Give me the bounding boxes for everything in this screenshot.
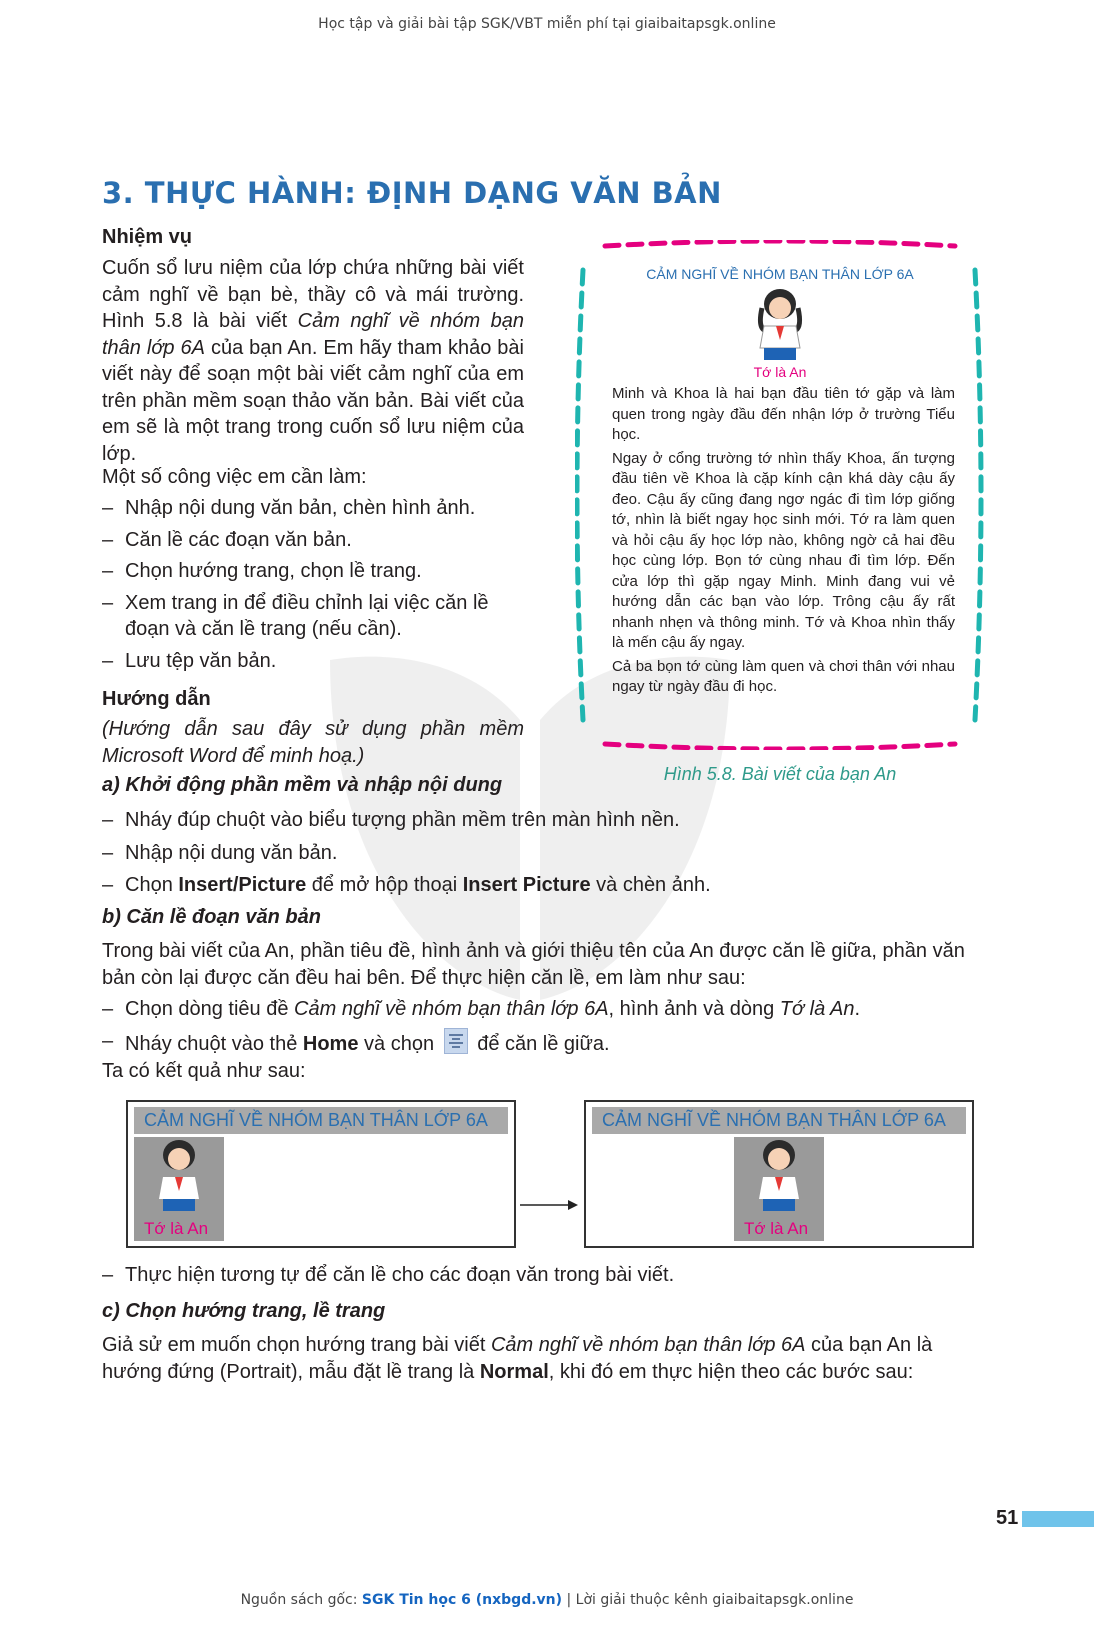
part-a-list [102, 807, 982, 899]
bold-span: Home [302, 1032, 359, 1055]
text-span: và chọn [358, 1032, 435, 1055]
text-span: , hình ảnh và dòng [608, 998, 780, 1020]
list-item: – Lưu tệp văn bản. [102, 649, 277, 672]
list-item-text: Lưu tệp văn bản. [125, 649, 277, 672]
task-intro: Một số công việc em cần làm: [102, 466, 367, 488]
part-b-heading: b) Căn lề đoạn văn bản [102, 906, 321, 928]
italic-span: Cảm nghĩ về nhóm bạn thân lớp 6A [490, 1334, 806, 1356]
text-span: Giả sử em muốn chọn hướng trang bài viết [102, 1334, 491, 1356]
list-item: – Thực hiện tương tự để căn lề cho các đoạn văn trong bài viết. [102, 1264, 675, 1286]
after-label: Tớ là An [744, 1219, 809, 1238]
list-item: – Xem trang in để điều chỉnh lại việc căn lề đoạn và căn lề trang (nếu cần). [102, 591, 489, 640]
guide-heading: Hướng dẫn [102, 688, 211, 710]
task-para-italic: Cảm nghĩ về nhóm bạn thân lớp 6A [102, 310, 524, 359]
text-span: để căn lề giữa. [477, 1032, 610, 1055]
page-number: 51 [996, 1507, 1019, 1529]
footer-text: Nguồn sách gốc: [240, 1592, 362, 1608]
list-item-text: Căn lề các đoạn văn bản. [125, 528, 352, 551]
girl-illustration [749, 1137, 809, 1213]
before-frame-title: CẢM NGHĨ VỀ NHÓM BẠN THÂN LỚP 6A [134, 1107, 508, 1134]
task-paragraph [102, 255, 524, 467]
task-heading: Nhiệm vụ [102, 226, 193, 248]
part-b-after-list [102, 1262, 990, 1289]
after-frame [584, 1100, 974, 1248]
list-item-text: Nháy đúp chuột vào biểu tượng phần mềm trên màn hình nền. [125, 809, 680, 831]
part-c-heading: c) Chọn hướng trang, lề trang [102, 1300, 386, 1322]
align-center-icon [444, 1028, 468, 1054]
footer-source-link[interactable]: SGK Tin học 6 (nxbgd.vn) [361, 1592, 563, 1608]
bold-span: Insert Picture [462, 874, 591, 896]
text-span: , khi đó em thực hiện theo các bước sau: [548, 1360, 914, 1383]
bold-span: Insert/Picture [178, 874, 307, 896]
header-note: Học tập và giải bài tập SGK/VBT miễn phí tại giaibaitapsgk.online [318, 16, 776, 32]
list-item-text: Thực hiện tương tự để căn lề cho các đoạn văn trong bài viết. [125, 1264, 675, 1286]
part-b-paragraph: Trong bài viết của An, phần tiêu đề, hình ảnh và giới thiệu tên của An được căn lề giữa, phần văn bản còn lại được căn đều hai bên. Để thực hiện căn lề, em làm như sau: [102, 940, 965, 989]
footer-note [0, 1592, 1094, 1608]
part-c-paragraph [102, 1332, 990, 1385]
list-item: – Căn lề các đoạn văn bản. [102, 528, 352, 551]
task-list [102, 495, 524, 674]
list-item: – Nhập nội dung văn bản. [102, 841, 338, 864]
before-label: Tớ là An [144, 1219, 209, 1238]
list-item: – Nháy đúp chuột vào biểu tượng phần mềm trên màn hình nền. [102, 809, 680, 831]
part-b-list [102, 996, 990, 1057]
list-item: – Chọn Insert/Picture để mở hộp thoại Insert Picture và chèn ảnh. [102, 874, 711, 896]
text-span: và chèn ảnh. [590, 874, 711, 896]
footer-text: | Lời giải thuộc kênh giaibaitapsgk.online [562, 1592, 854, 1608]
after-frame-title: CẢM NGHĨ VỀ NHÓM BẠN THÂN LỚP 6A [592, 1107, 966, 1134]
section-title: 3. THỰC HÀNH: ĐỊNH DẠNG VĂN BẢN [102, 176, 722, 210]
list-item: – Chọn hướng trang, chọn lề trang. [102, 560, 422, 582]
girl-illustration [149, 1137, 209, 1213]
before-image [134, 1137, 224, 1241]
after-image [734, 1137, 824, 1241]
list-item: – Nhập nội dung văn bản, chèn hình ảnh. [102, 497, 476, 519]
list-item: – Chọn dòng tiêu đề Cảm nghĩ về nhóm bạn thân lớp 6A, hình ảnh và dòng Tớ là An. [102, 998, 861, 1020]
list-item-text: Chọn hướng trang, chọn lề trang. [125, 560, 422, 582]
figure-paragraph: Cả ba bọn tớ cùng làm quen và chơi thân với nhau ngay từ ngày đầu đi học. [612, 657, 955, 695]
bold-span: Normal [479, 1360, 549, 1383]
text-span: . [854, 998, 861, 1020]
page-number-bar [1022, 1511, 1094, 1527]
figure-title: CẢM NGHĨ VỀ NHÓM BẠN THÂN LỚP 6A [646, 266, 914, 282]
part-a-heading: a) Khởi động phần mềm và nhập nội dung [102, 774, 503, 796]
text-span: Nháy chuột vào thẻ [125, 1032, 303, 1055]
text-span: Chọn dòng tiêu đề [125, 998, 295, 1020]
result-intro: Ta có kết quả như sau: [102, 1060, 306, 1082]
task-para-text: Cuốn sổ lưu niệm của lớp chứa những bài viết cảm nghĩ về bạn bè, thầy cô và mái trường. Hình 5.8 là bài viết [102, 257, 524, 332]
figure-paragraph: Ngay ở cổng trường tớ nhìn thấy Khoa, ấn tượng đầu tiên về Khoa là cặp kính cận khá dày cậu ấy đeo. Cậu ấy cũng đang ngơ ngác đi tìm lớp giống tớ, nhìn là biết ngay học sinh mới. Tớ ra làm quen và hỏi cậu ấy học lớp nào, không ngờ cả hai đều học cùng lớp. Bọn tớ cùng nhau đi tìm lớp. Đến cửa lớp thì gặp ngay Minh. Minh đang vui vẻ hướng dẫn các bạn vào lớp. Trông cậu ấy rất nhanh nhẹn và thông minh. Tớ và Khoa nhìn thấy là mến cậu ấy ngay. [612, 449, 955, 651]
list-item-text: Xem trang in để điều chỉnh lại việc căn lề đoạn và căn lề trang (nếu cần). [125, 591, 489, 640]
list-item: – Nháy chuột vào thẻ Home và chọn để căn lề giữa. [102, 1029, 610, 1055]
text-span: để mở hộp thoại [306, 874, 463, 896]
guide-note: (Hướng dẫn sau đây sử dụng phần mềm Microsoft Word để minh hoạ.) [102, 718, 524, 767]
figure-paragraph: Minh và Khoa là hai bạn đầu tiên tớ gặp và làm quen trong ngày đầu đến nhận lớp ở trường Tiểu học. [612, 385, 955, 443]
list-item-text: Nhập nội dung văn bản, chèn hình ảnh. [125, 497, 476, 519]
before-frame [126, 1100, 516, 1248]
girl-illustration [750, 286, 810, 362]
italic-span: Tớ là An [779, 998, 855, 1020]
figure-caption: Hình 5.8. Bài viết của bạn An [663, 764, 897, 784]
figure-label: Tớ là An [753, 364, 807, 380]
arrow-right-icon [520, 1198, 580, 1212]
figure-body [612, 384, 955, 701]
text-span: Chọn [125, 874, 179, 896]
task-para-end: của bạn An. Em hãy tham khảo bài viết này để soạn một bài viết cảm nghĩ của em trên phần mềm soạn thảo văn bản. Bài viết của em sẽ là một trang trong cuốn sổ lưu niệm của lớp. [102, 336, 524, 465]
text-span: của bạn An là hướng đứng (Portrait), mẫu đặt lề trang là [102, 1334, 933, 1383]
list-item-text: Nhập nội dung văn bản. [125, 841, 338, 864]
italic-span: Cảm nghĩ về nhóm bạn thân lớp 6A [294, 998, 609, 1020]
